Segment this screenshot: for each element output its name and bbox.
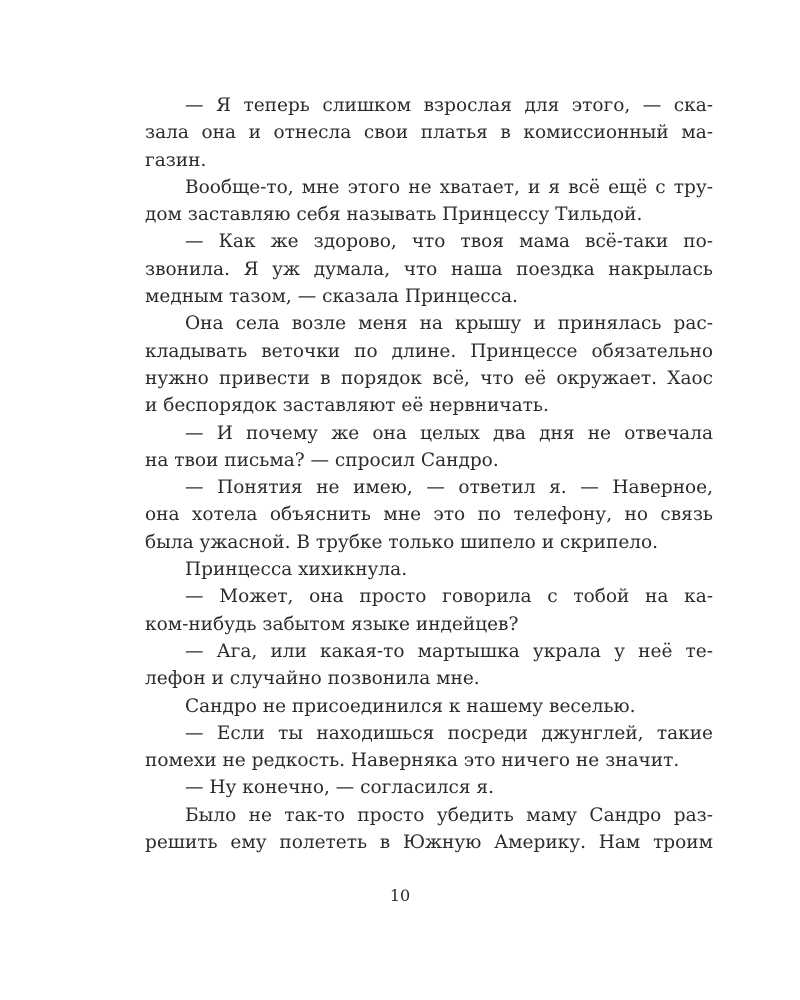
text-line: Она села возле меня на крышу и принялась рас- [185,313,713,335]
text-line: она хотела объяснить мне это по телефону, но связь [145,504,713,526]
text-line: — Ага, или какая-то мартышка украла у неё те- [185,640,713,662]
text-line: Сандро не присоединился к нашему веселью. [185,695,636,717]
text-line: лефон и случайно позвонила мне. [145,668,480,690]
text-line: Вообще-то, мне этого не хватает, и я всё ещё с тру- [185,176,713,198]
text-line: — Ну конечно, — согласился я. [185,777,494,799]
text-line: — Если ты находишься посреди джунглей, такие [185,722,713,744]
text-line: зала она и отнесла свои платья в комиссионный ма- [145,122,713,144]
page-number: 10 [389,886,411,905]
text-line: газин. [145,149,207,171]
text-line: — Может, она просто говорила с тобой на ка- [185,586,713,608]
text-line: Принцесса хихикнула. [185,559,408,581]
text-line: помехи не редкость. Наверняка это ничего не значит. [145,750,680,772]
text-line: — Я теперь слишком взрослая для этого, — ска- [185,95,713,116]
text-line: — И почему же она целых два дня не отвечала [185,422,713,444]
text-line: звонила. Я уж думала, что наша поездка накрылась [145,258,713,280]
body-text [145,92,713,856]
text-line: на твои письма? — спросил Сандро. [145,449,499,471]
text-line: кладывать веточки по длине. Принцессе обязательно [145,340,713,362]
text-line: дом заставляю себя называть Принцессу Тильдой. [145,204,643,226]
text-line: была ужасной. В трубке только шипело и скрипело. [145,531,659,553]
text-line: — Понятия не имею, — ответил я. — Наверное, [185,477,713,499]
text-line: решить ему полететь в Южную Америку. Нам троим [145,832,713,854]
text-line: — Как же здорово, что твоя мама всё-таки по- [185,231,713,253]
text-line: ком-нибудь забытом языке индейцев? [145,613,519,635]
text-line: и беспорядок заставляют её нервничать. [145,395,549,417]
text-line: медным тазом, — сказала Принцесса. [145,286,518,308]
text-line: Было не так-то просто убедить маму Сандро раз- [185,804,713,826]
text-line: нужно привести в порядок всё, что её окружает. Хаос [145,367,713,389]
